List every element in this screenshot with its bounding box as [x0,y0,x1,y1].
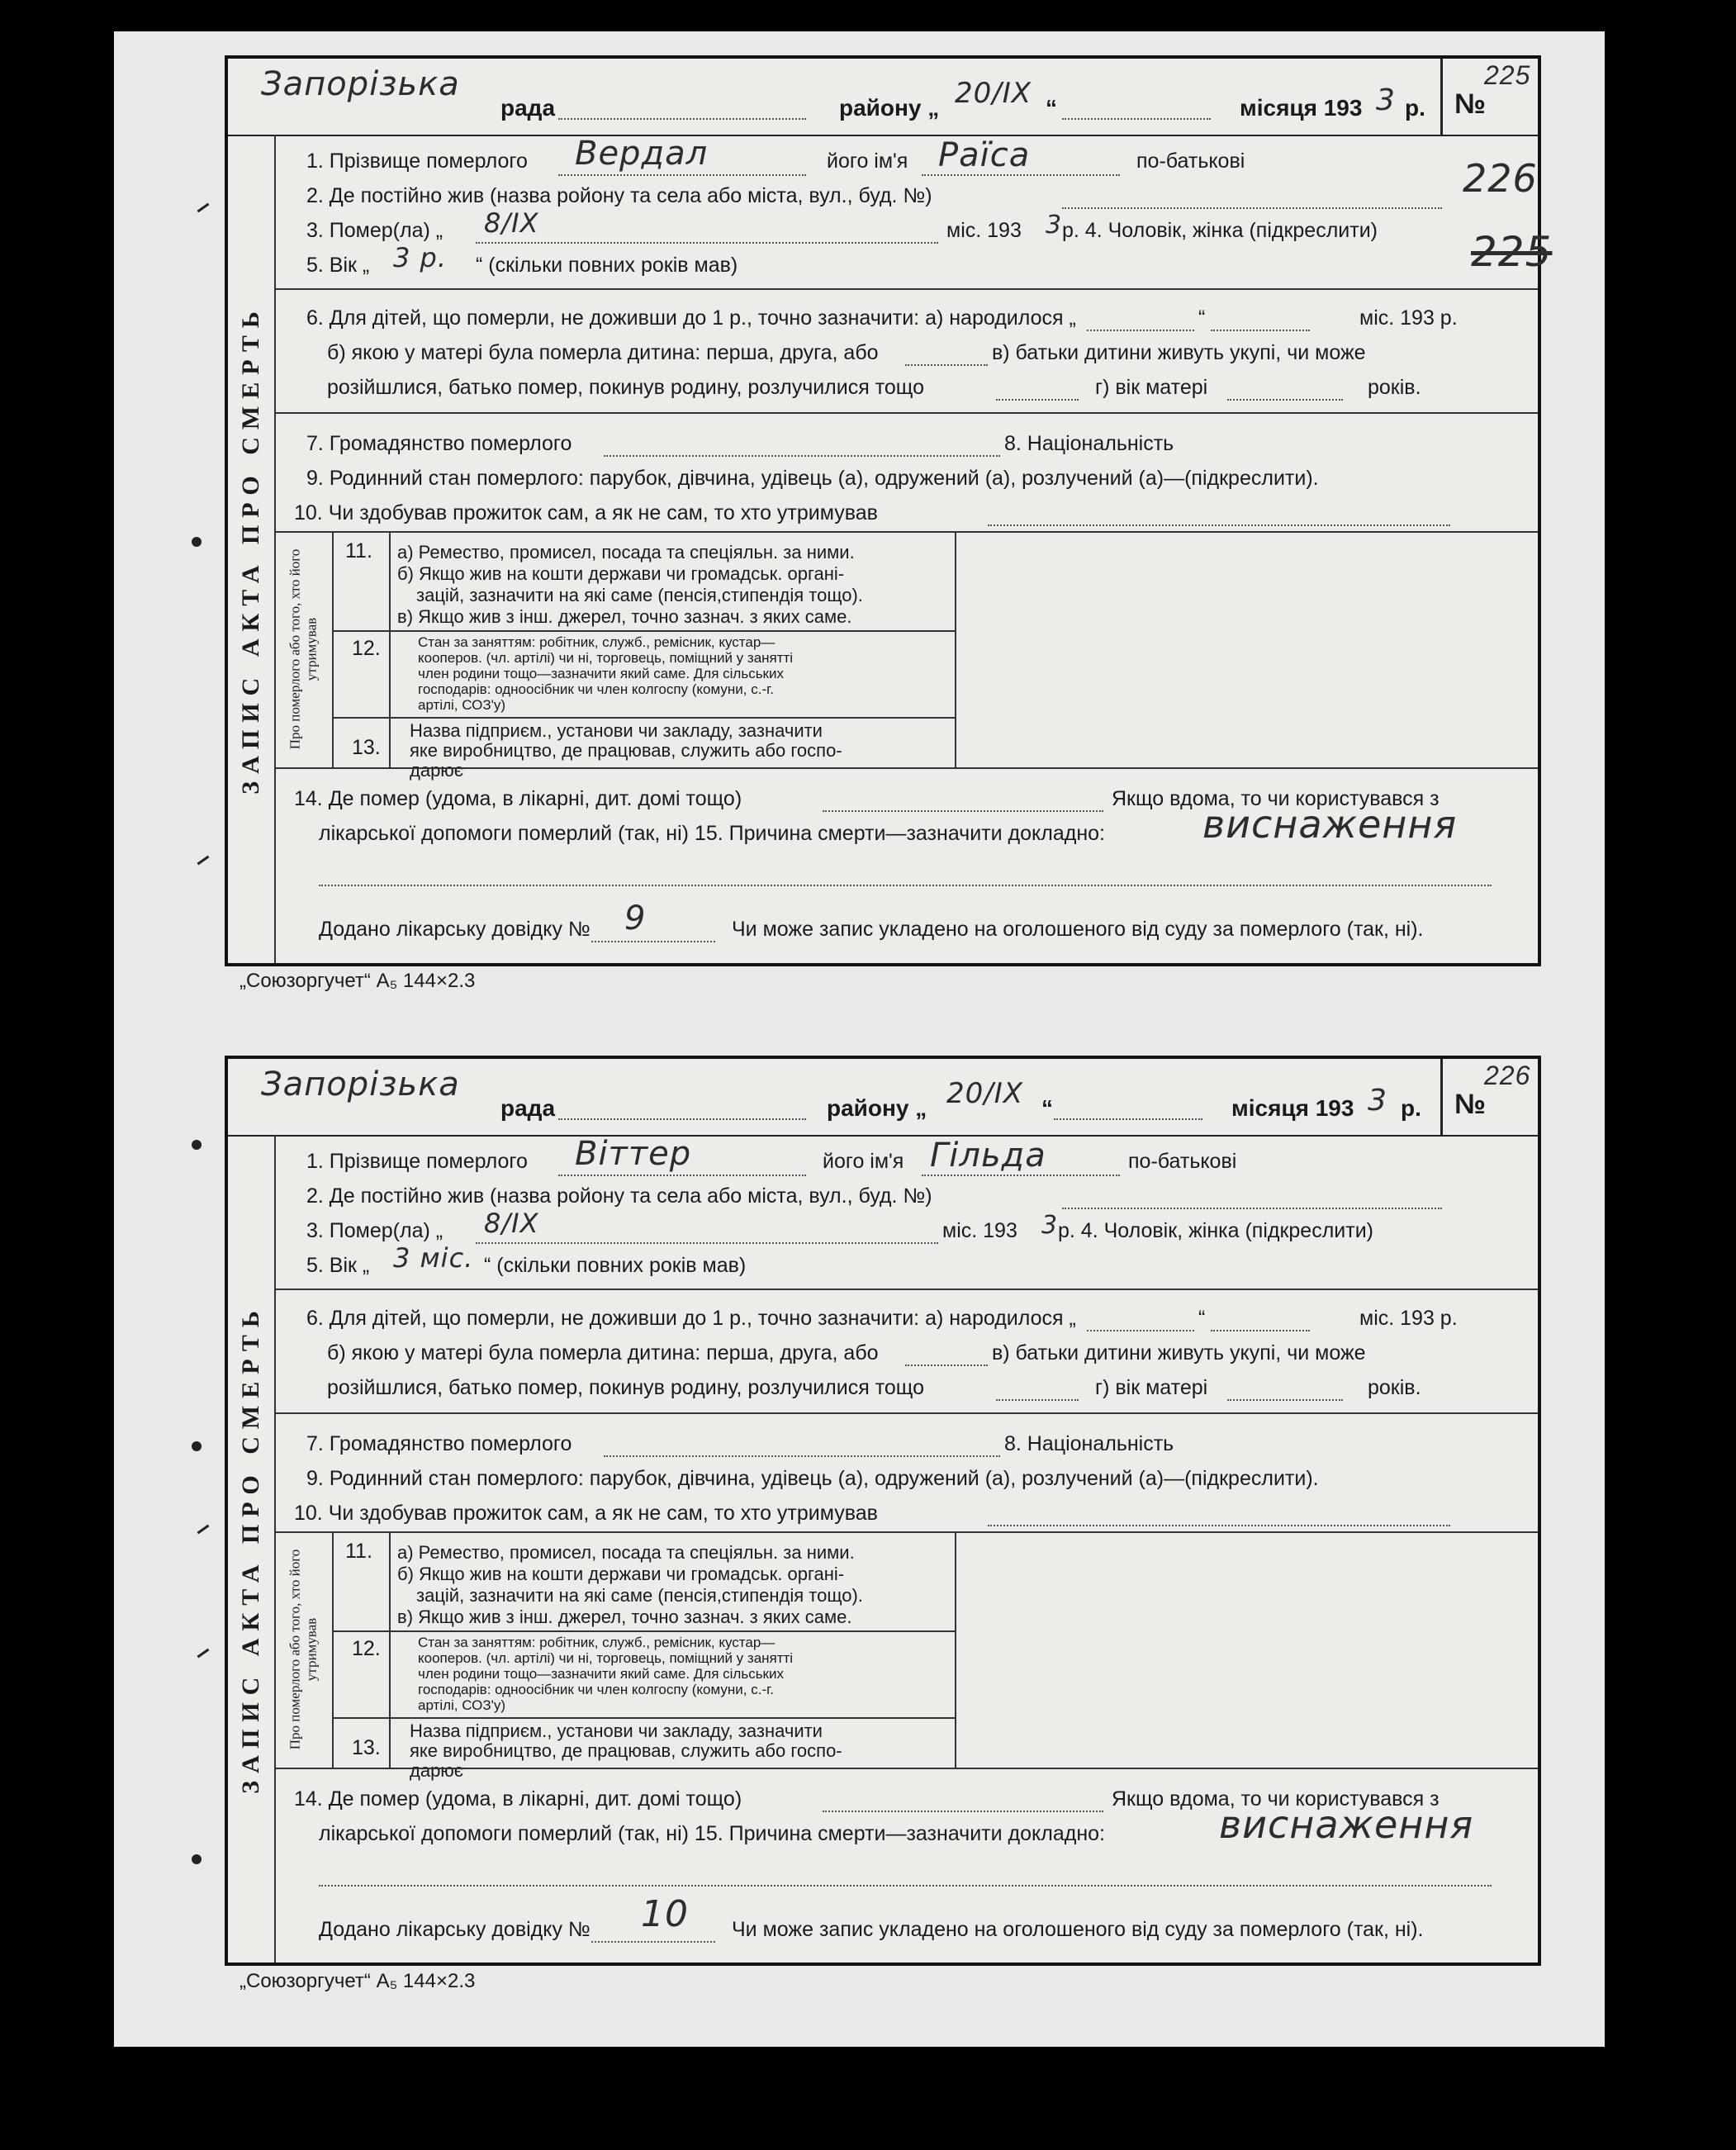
certificate-number: 9 [624,899,647,937]
surname: Вердал [575,135,709,173]
record-number: 226 [1484,1061,1531,1090]
cause-of-death: виснаження [1202,802,1458,847]
month-label: місяця 193 [1231,1095,1354,1121]
rada-label: рада [500,1095,556,1121]
raion-handwritten: 20/IX [955,77,1032,110]
age: 3 р. [393,242,448,273]
margin-number-2: 225 [1471,228,1553,276]
sub-side-title: Про померлого або того, хто його утримував [274,1531,334,1768]
printer-mark: „Союзоргучет“ А₅ 144×2.3 [240,1970,476,1992]
raion-label: району „ [839,95,940,121]
year-digit: 3 [1376,83,1396,117]
rada-handwritten: Запорізька [261,65,460,103]
death-record-form-1: Запорізька рада району „ 20/IX “ місяця 193 3 р. № 225 226 225 ЗАПИС АКТА ПРО СМЕРТЬ 1. Прізвище померлого Вердал його ім'я Раїса по-батькові 2. Де постійно жив (назва ройону та села або міста, вул., буд. №) 3. Помер(ла) „ 8/IX міс. 193 3 р. 4. Чоловік, жінка (підкреслити) 5. Вік „ 3 р. “ (скільки повних років мав) 6. Для дітей, що померли, не доживши до 1 р., точно зазначити: а) народилося „ “ міс. 193 р. б) якою у матері була померла дитина: перша, друга, або в) батьки дитини живуть укупі, чи може розійшлися, батько помер, покинув родину, розлучилися тощо г) вік матері років. 7. Громадянство померлого 8. Національність 9. Родинний стан померлого: парубок, дівчина, удівець (а), одружений (а), розлучений (а)—(підкреслити). 10. Чи здобував прожиток сам, а як не сам, то хто утримував Про померлого або того, хто його утримував 11. а) Ремество, промисел, посада та спеціяльн. за ними. б) Якщо жив на кошти держави чи громадськ. органі- зацій, зазначити на які саме (пенсія,стипендія тощо). в) Якщо жив з інш. джерел, точно зазнач. з яких саме. 12. Стан за заняттям: робітник, служб., ремісник, кустар— кооперов. (чл. артілі) чи ні, торговець, поміщний у занятті член родини тощо—зазначити який саме. Для сільських господарів: одноосібник чи член колгоспу (комуни, с.-г. артілі, СОЗ'у) 13. Назва підприєм., установи чи закладу, зазначити яке виробництво, де працював, служить або госпо- дарює 14. Де помер (удома, в лікарні, дит. домі тощо) Якщо вдома, то чи користувався з лікарської допомоги померлий (так, ні) 15. Причина смерти—зазначити докладно: виснаження Додано лікарську довідку № 9 Чи може запис укладено на оголошеного від суду за померлого (так, ні). [225,55,1541,966]
record-number-box: № 225 [1440,59,1538,135]
punch-hole [192,537,202,547]
side-title: ЗАПИС АКТА ПРО СМЕРТЬ [228,135,276,963]
rada-handwritten: Запорізька [261,1066,460,1103]
surname: Віттер [575,1135,692,1173]
sub-side-title: Про померлого або того, хто його утримував [274,531,334,767]
side-title: ЗАПИС АКТА ПРО СМЕРТЬ [228,1135,276,1963]
record-number-box: № 226 [1440,1059,1538,1135]
rada-label: рада [500,95,556,121]
raion-handwritten: 20/IX [946,1077,1024,1110]
printer-mark: „Союзоргучет“ А₅ 144×2.3 [240,970,476,992]
age: 3 міс. [393,1242,474,1274]
first-name: Гільда [930,1137,1046,1175]
punch-hole [192,1854,202,1864]
certificate-number: 10 [641,1893,689,1935]
punch-hole [192,1140,202,1150]
form-header: Запорізька рада району „ 20/IX “ місяця 193 3 р. № 225 [228,59,1538,136]
died-date: 8/IX [484,207,539,239]
record-number: 225 [1484,60,1531,90]
margin-number: 226 [1463,156,1538,201]
first-name: Раїса [938,136,1031,174]
died-date: 8/IX [484,1208,539,1239]
cause-of-death: виснаження [1219,1802,1474,1847]
form-header: Запорізька рада району „ 20/IX “ місяця 193 3 р. № 226 [228,1059,1538,1137]
year-digit: 3 [1368,1084,1387,1118]
death-record-form-2: Запорізька рада району „ 20/IX “ місяця 193 3 р. № 226 ЗАПИС АКТА ПРО СМЕРТЬ 1. Прізвище померлого Віттер його ім'я Гільда по-батькові 2. Де постійно жив (назва ройону та села або міста, вул., буд. №) 3. Помер(ла) „ 8/IX міс. 193 3 р. 4. Чоловік, жінка (підкреслити) 5. Вік „ 3 міс. “ (скільки повних років мав) 6. Для дітей, що померли, не доживши до 1 р., точно зазначити: а) народилося „ “ міс. 193 р. б) якою у матері була померла дитина: перша, друга, або в) батьки дитини живуть укупі, чи може розійшлися, батько помер, покинув родину, розлучилися тощо г) вік матері років. 7. Громадянство померлого 8. Національність 9. Родинний стан померлого: парубок, дівчина, удівець (а), одружений (а), розлучений (а)—(підкреслити). 10. Чи здобував прожиток сам, а як не сам, то хто утримував Про померлого або того, хто його утримував 11. а) Ремество, промисел, посада та спеціяльн. за ними. б) Якщо жив на кошти держави чи громадськ. органі- зацій, зазначити на які саме (пенсія,стипендія тощо). в) Якщо жив з інш. джерел, точно зазнач. з яких саме. 12. Стан за заняттям: робітник, служб., ремісник, кустар— кооперов. (чл. артілі) чи ні, торговець, поміщний у занятті член родини тощо—зазначити який саме. Для сільських господарів: одноосібник чи член колгоспу (комуни, с.-г. артілі, СОЗ'у) 13. Назва підприєм., установи чи закладу, зазначити яке виробництво, де працював, служить або госпо- дарює 14. Де помер (удома, в лікарні, дит. домі тощо) Якщо вдома, то чи користувався з лікарської допомоги померлий (так, ні) 15. Причина смерти—зазначити докладно: виснаження Додано лікарську довідку № 10 Чи може запис укладено на оголошеного від суду за померлого (так, ні). [225,1056,1541,1966]
month-label: місяця 193 [1240,95,1363,121]
raion-label: району „ [827,1095,927,1121]
punch-hole [192,1441,202,1451]
